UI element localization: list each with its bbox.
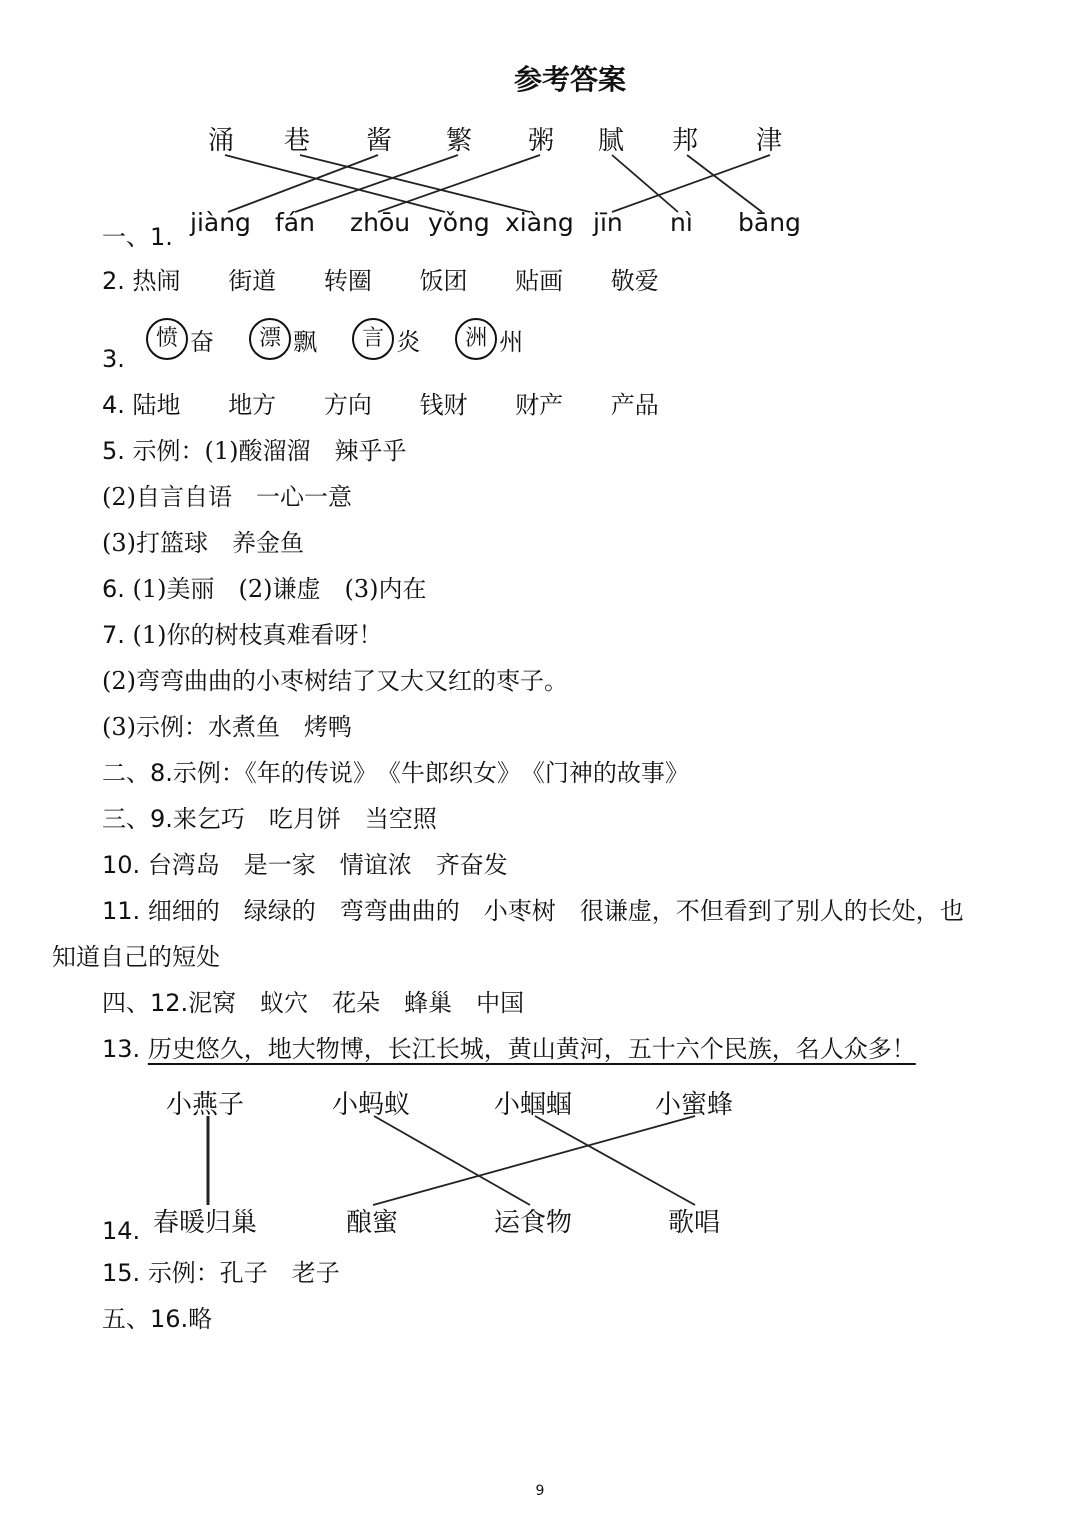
q1-pinyin-4: xiàng bbox=[505, 208, 574, 237]
q2-word: 转圈 bbox=[323, 267, 372, 295]
q14-bottom-1: 酿蜜 bbox=[346, 1208, 399, 1238]
q9-line bbox=[102, 804, 437, 834]
circled-char: 漂 bbox=[249, 318, 291, 360]
q8-line bbox=[102, 758, 689, 788]
q5-text-1: 示例：(1)酸溜溜 辣乎乎 bbox=[132, 437, 407, 465]
q4-word: 方向 bbox=[323, 391, 372, 419]
q3-pair bbox=[146, 318, 214, 360]
q3-pair bbox=[352, 318, 420, 360]
q15-line bbox=[102, 1258, 340, 1288]
pair-char: 飘 bbox=[293, 327, 318, 356]
q11-line-2: 知道自己的短处 bbox=[52, 943, 220, 971]
q1-pinyin-1: fán bbox=[275, 208, 315, 237]
q1-hanzi-7: 津 bbox=[756, 126, 783, 156]
q8-label: 二、8. bbox=[102, 759, 173, 787]
q14-label: 14. bbox=[102, 1217, 141, 1245]
q2-word: 饭团 bbox=[419, 267, 468, 295]
q2-word: 敬爱 bbox=[610, 267, 659, 295]
q10-text: 台湾岛 是一家 情谊浓 齐奋发 bbox=[147, 851, 508, 879]
q16-line bbox=[102, 1304, 212, 1334]
q2-label: 2. bbox=[102, 267, 125, 295]
q14-top-1: 小蚂蚁 bbox=[332, 1090, 411, 1120]
circled-char: 愤 bbox=[146, 318, 188, 360]
q7-text-1: (1)你的树枝真难看呀！ bbox=[132, 621, 383, 649]
q1-line-ni bbox=[612, 155, 678, 212]
q15-text: 示例：孔子 老子 bbox=[147, 1259, 340, 1287]
q14-line-bee bbox=[373, 1116, 695, 1205]
q3-label: 3. bbox=[102, 345, 125, 373]
q14-bottom-2: 运食物 bbox=[494, 1208, 573, 1238]
q14-bottom-0: 春暖归巢 bbox=[153, 1208, 258, 1238]
q16-label: 五、16. bbox=[102, 1305, 189, 1333]
q7-line-2: (2)弯弯曲曲的小枣树结了又大又红的枣子。 bbox=[102, 667, 568, 695]
q1-pinyin-5: jīn bbox=[593, 208, 623, 237]
q4-word: 陆地 bbox=[132, 391, 181, 419]
q7-label: 7. bbox=[102, 621, 125, 649]
q1-hanzi-5: 腻 bbox=[598, 126, 625, 156]
q14-top-2: 小蝈蝈 bbox=[494, 1090, 573, 1120]
q5-label: 5. bbox=[102, 437, 125, 465]
q16-text: 略 bbox=[188, 1305, 213, 1333]
q12-text: 泥窝 蚁穴 花朵 蜂巢 中国 bbox=[188, 989, 525, 1017]
pair-char: 州 bbox=[499, 327, 524, 356]
q9-label: 三、9. bbox=[102, 805, 173, 833]
q10-line bbox=[102, 850, 508, 880]
q6-label: 6. bbox=[102, 575, 125, 603]
q1-line-fan bbox=[295, 155, 458, 212]
q11-line-1 bbox=[102, 896, 964, 926]
q1-label: 一、1. bbox=[102, 223, 173, 251]
q2-word: 街道 bbox=[228, 267, 277, 295]
q7-line-3: (3)示例：水煮鱼 烤鸭 bbox=[102, 713, 352, 741]
q15-label: 15. bbox=[102, 1259, 141, 1287]
q11-label: 11. bbox=[102, 897, 141, 925]
circled-char: 言 bbox=[352, 318, 394, 360]
q14-bottom-3: 歌唱 bbox=[668, 1208, 721, 1238]
q5-line-2: (2)自言自语 一心一意 bbox=[102, 483, 352, 511]
q13-line bbox=[102, 1034, 916, 1064]
q13-label: 13. bbox=[102, 1035, 141, 1063]
q5-line-3: (3)打篮球 养金鱼 bbox=[102, 529, 304, 557]
q6-line bbox=[102, 574, 427, 604]
q1-line-jiang bbox=[228, 155, 378, 212]
q3-pair bbox=[249, 318, 317, 360]
q1-line-bang bbox=[687, 155, 762, 212]
q1-pinyin-7: bāng bbox=[738, 208, 801, 237]
q1-hanzi-1: 巷 bbox=[284, 126, 311, 156]
q6-text: (1)美丽 (2)谦虚 (3)内在 bbox=[132, 575, 427, 603]
pair-char: 奋 bbox=[190, 327, 214, 356]
q14-top-3: 小蜜蜂 bbox=[655, 1090, 734, 1120]
q2-word: 热闹 bbox=[132, 267, 181, 295]
q14-line-ant bbox=[374, 1116, 530, 1205]
q1-line-jin bbox=[612, 155, 770, 212]
q1-hanzi-0: 涌 bbox=[208, 126, 235, 156]
q4-word: 产品 bbox=[610, 391, 659, 419]
q9-text: 来乞巧 吃月饼 当空照 bbox=[172, 805, 437, 833]
q1-hanzi-3: 繁 bbox=[446, 126, 473, 156]
q3-pairs bbox=[146, 318, 553, 360]
q2-word: 贴画 bbox=[515, 267, 564, 295]
pair-char: 炎 bbox=[396, 327, 421, 356]
q1-hanzi-6: 邦 bbox=[672, 126, 699, 156]
q14-top-0: 小燕子 bbox=[166, 1090, 245, 1120]
q12-label: 四、12. bbox=[102, 989, 189, 1017]
q1-pinyin-3: yǒng bbox=[428, 208, 490, 237]
q4-label: 4. bbox=[102, 391, 125, 419]
page-title: 参考答案 bbox=[513, 63, 626, 96]
q1-pinyin-2: zhōu bbox=[350, 208, 411, 237]
q11-text-1: 细细的 绿绿的 弯弯曲曲的 小枣树 很谦虚，不但看到了别人的长处，也 bbox=[147, 897, 964, 925]
q1-hanzi-2: 酱 bbox=[366, 126, 393, 156]
q1-hanzi-4: 粥 bbox=[528, 126, 555, 156]
q1-pinyin-6: nì bbox=[670, 208, 693, 237]
q4-line bbox=[102, 390, 659, 420]
q3-pair bbox=[455, 318, 523, 360]
q5-line-1 bbox=[102, 436, 407, 466]
q12-line bbox=[102, 988, 524, 1018]
q4-word: 财产 bbox=[515, 391, 564, 419]
q4-word: 钱财 bbox=[419, 391, 468, 419]
circled-char: 洲 bbox=[455, 318, 497, 360]
q13-text: 历史悠久，地大物博，长江长城，黄山黄河，五十六个民族，名人众多！ bbox=[147, 1035, 916, 1063]
q7-line-1 bbox=[102, 620, 383, 650]
q8-text: 示例：《年的传说》 《牛郎织女》 《门神的故事》 bbox=[172, 759, 689, 787]
q14-line-cricket bbox=[535, 1116, 695, 1205]
q1-pinyin-0: jiàng bbox=[190, 208, 251, 237]
q4-word: 地方 bbox=[228, 391, 277, 419]
q10-label: 10. bbox=[102, 851, 141, 879]
q2-line bbox=[102, 266, 659, 296]
page-number: 9 bbox=[535, 1483, 545, 1499]
q1-line-zhou bbox=[378, 155, 540, 212]
